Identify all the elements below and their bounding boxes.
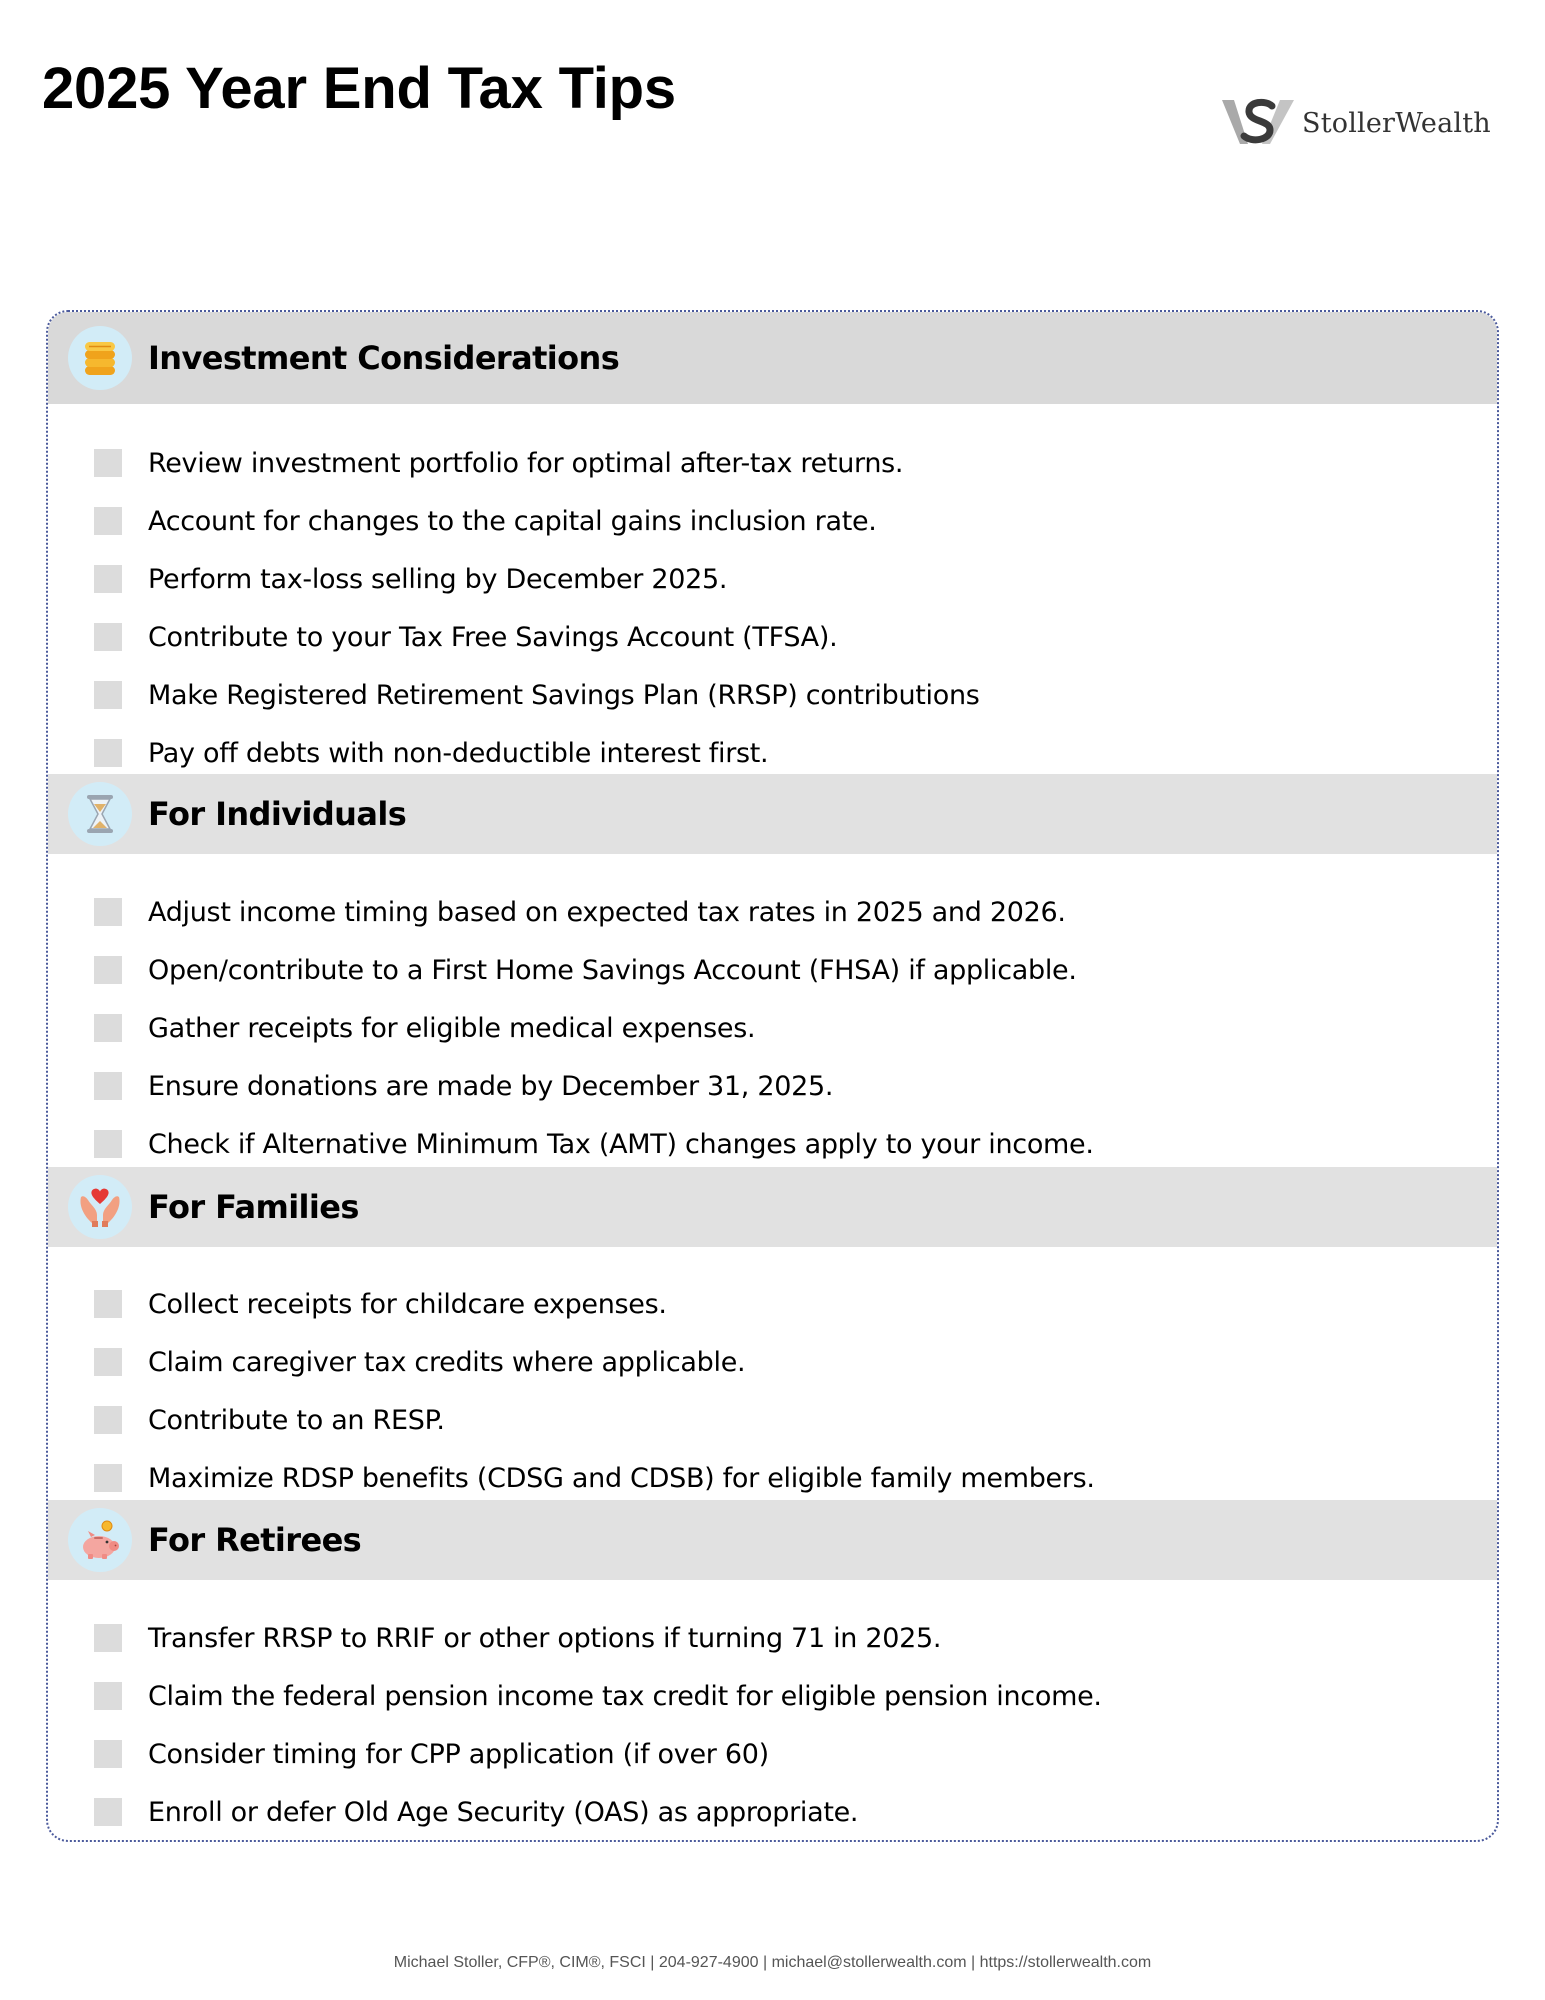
checkbox[interactable] [94,1290,122,1318]
brand-name: StollerWealth [1302,107,1491,139]
checkbox[interactable] [94,1798,122,1826]
list-item [94,1284,667,1324]
section-header-investment [48,312,1497,404]
item-text: Collect receipts for childcare expenses. [148,1288,667,1320]
checkbox[interactable] [94,565,122,593]
list-item [94,1008,755,1048]
checkbox[interactable] [94,898,122,926]
checkbox[interactable] [94,449,122,477]
list-item [94,1342,745,1382]
item-text: Claim caregiver tax credits where applicable. [148,1346,746,1378]
checkbox[interactable] [94,739,122,767]
list-item [94,559,727,599]
list-item [94,1676,1102,1716]
page-title: 2025 Year End Tax Tips [42,56,676,121]
item-text: Contribute to your Tax Free Savings Account (TFSA). [148,621,838,653]
checkbox[interactable] [94,1682,122,1710]
checkbox[interactable] [94,507,122,535]
list-item [94,1124,1094,1164]
hands-heart-icon [68,1175,132,1239]
list-item [94,1400,445,1440]
piggy-bank-icon [68,1508,132,1572]
list-item [94,733,768,773]
list-item [94,675,980,715]
item-text: Review investment portfolio for optimal after-tax returns. [148,447,904,479]
section-header-individuals [48,774,1497,854]
list-item [94,443,903,483]
checkbox[interactable] [94,1406,122,1434]
checkbox[interactable] [94,1740,122,1768]
item-text: Check if Alternative Minimum Tax (AMT) changes apply to your income. [148,1128,1094,1160]
list-item [94,1458,1095,1498]
item-text: Open/contribute to a First Home Savings Account (FHSA) if applicable. [148,954,1077,986]
item-text: Account for changes to the capital gains inclusion rate. [148,505,877,537]
list-item [94,1734,769,1774]
list-item [94,1618,941,1658]
section-title: For Individuals [148,795,407,833]
checkbox[interactable] [94,623,122,651]
item-text: Contribute to an RESP. [148,1404,445,1436]
item-text: Claim the federal pension income tax credit for eligible pension income. [148,1680,1102,1712]
item-text: Perform tax-loss selling by December 2025. [148,563,728,595]
checkbox[interactable] [94,1348,122,1376]
item-text: Pay off debts with non-deductible interest first. [148,737,769,769]
item-text: Enroll or defer Old Age Security (OAS) as appropriate. [148,1796,859,1828]
hourglass-icon [68,782,132,846]
section-title: For Families [148,1188,359,1226]
section-header-retirees [48,1500,1497,1580]
tax-tips-checklist [46,310,1499,1842]
item-text: Transfer RRSP to RRIF or other options if turning 71 in 2025. [148,1622,942,1654]
item-text: Consider timing for CPP application (if over 60) [148,1738,769,1770]
item-text: Gather receipts for eligible medical expenses. [148,1012,756,1044]
section-header-families [48,1167,1497,1247]
checkbox[interactable] [94,1464,122,1492]
checkbox[interactable] [94,1072,122,1100]
list-item [94,1066,833,1106]
item-text: Maximize RDSP benefits (CDSG and CDSB) for eligible family members. [148,1462,1095,1494]
list-item [94,950,1077,990]
brand-logo [1222,98,1491,148]
checkbox[interactable] [94,681,122,709]
list-item [94,617,837,657]
section-title: For Retirees [148,1521,362,1559]
checkbox[interactable] [94,1014,122,1042]
footer-contact: Michael Stoller, CFP®, CIM®, FSCI | 204-927-4900 | michael@stollerwealth.com | https://stollerwealth.com [393,1954,1152,1971]
checkbox[interactable] [94,1624,122,1652]
item-text: Adjust income timing based on expected tax rates in 2025 and 2026. [148,896,1066,928]
item-text: Ensure donations are made by December 31, 2025. [148,1070,834,1102]
checkbox[interactable] [94,956,122,984]
list-item [94,501,877,541]
coin-stack-icon [68,326,132,390]
section-title: Investment Considerations [148,339,620,377]
list-item [94,892,1066,932]
item-text: Make Registered Retirement Savings Plan (RRSP) contributions [148,679,980,711]
sw-monogram-logo [1222,98,1296,148]
list-item [94,1792,858,1832]
checkbox[interactable] [94,1130,122,1158]
